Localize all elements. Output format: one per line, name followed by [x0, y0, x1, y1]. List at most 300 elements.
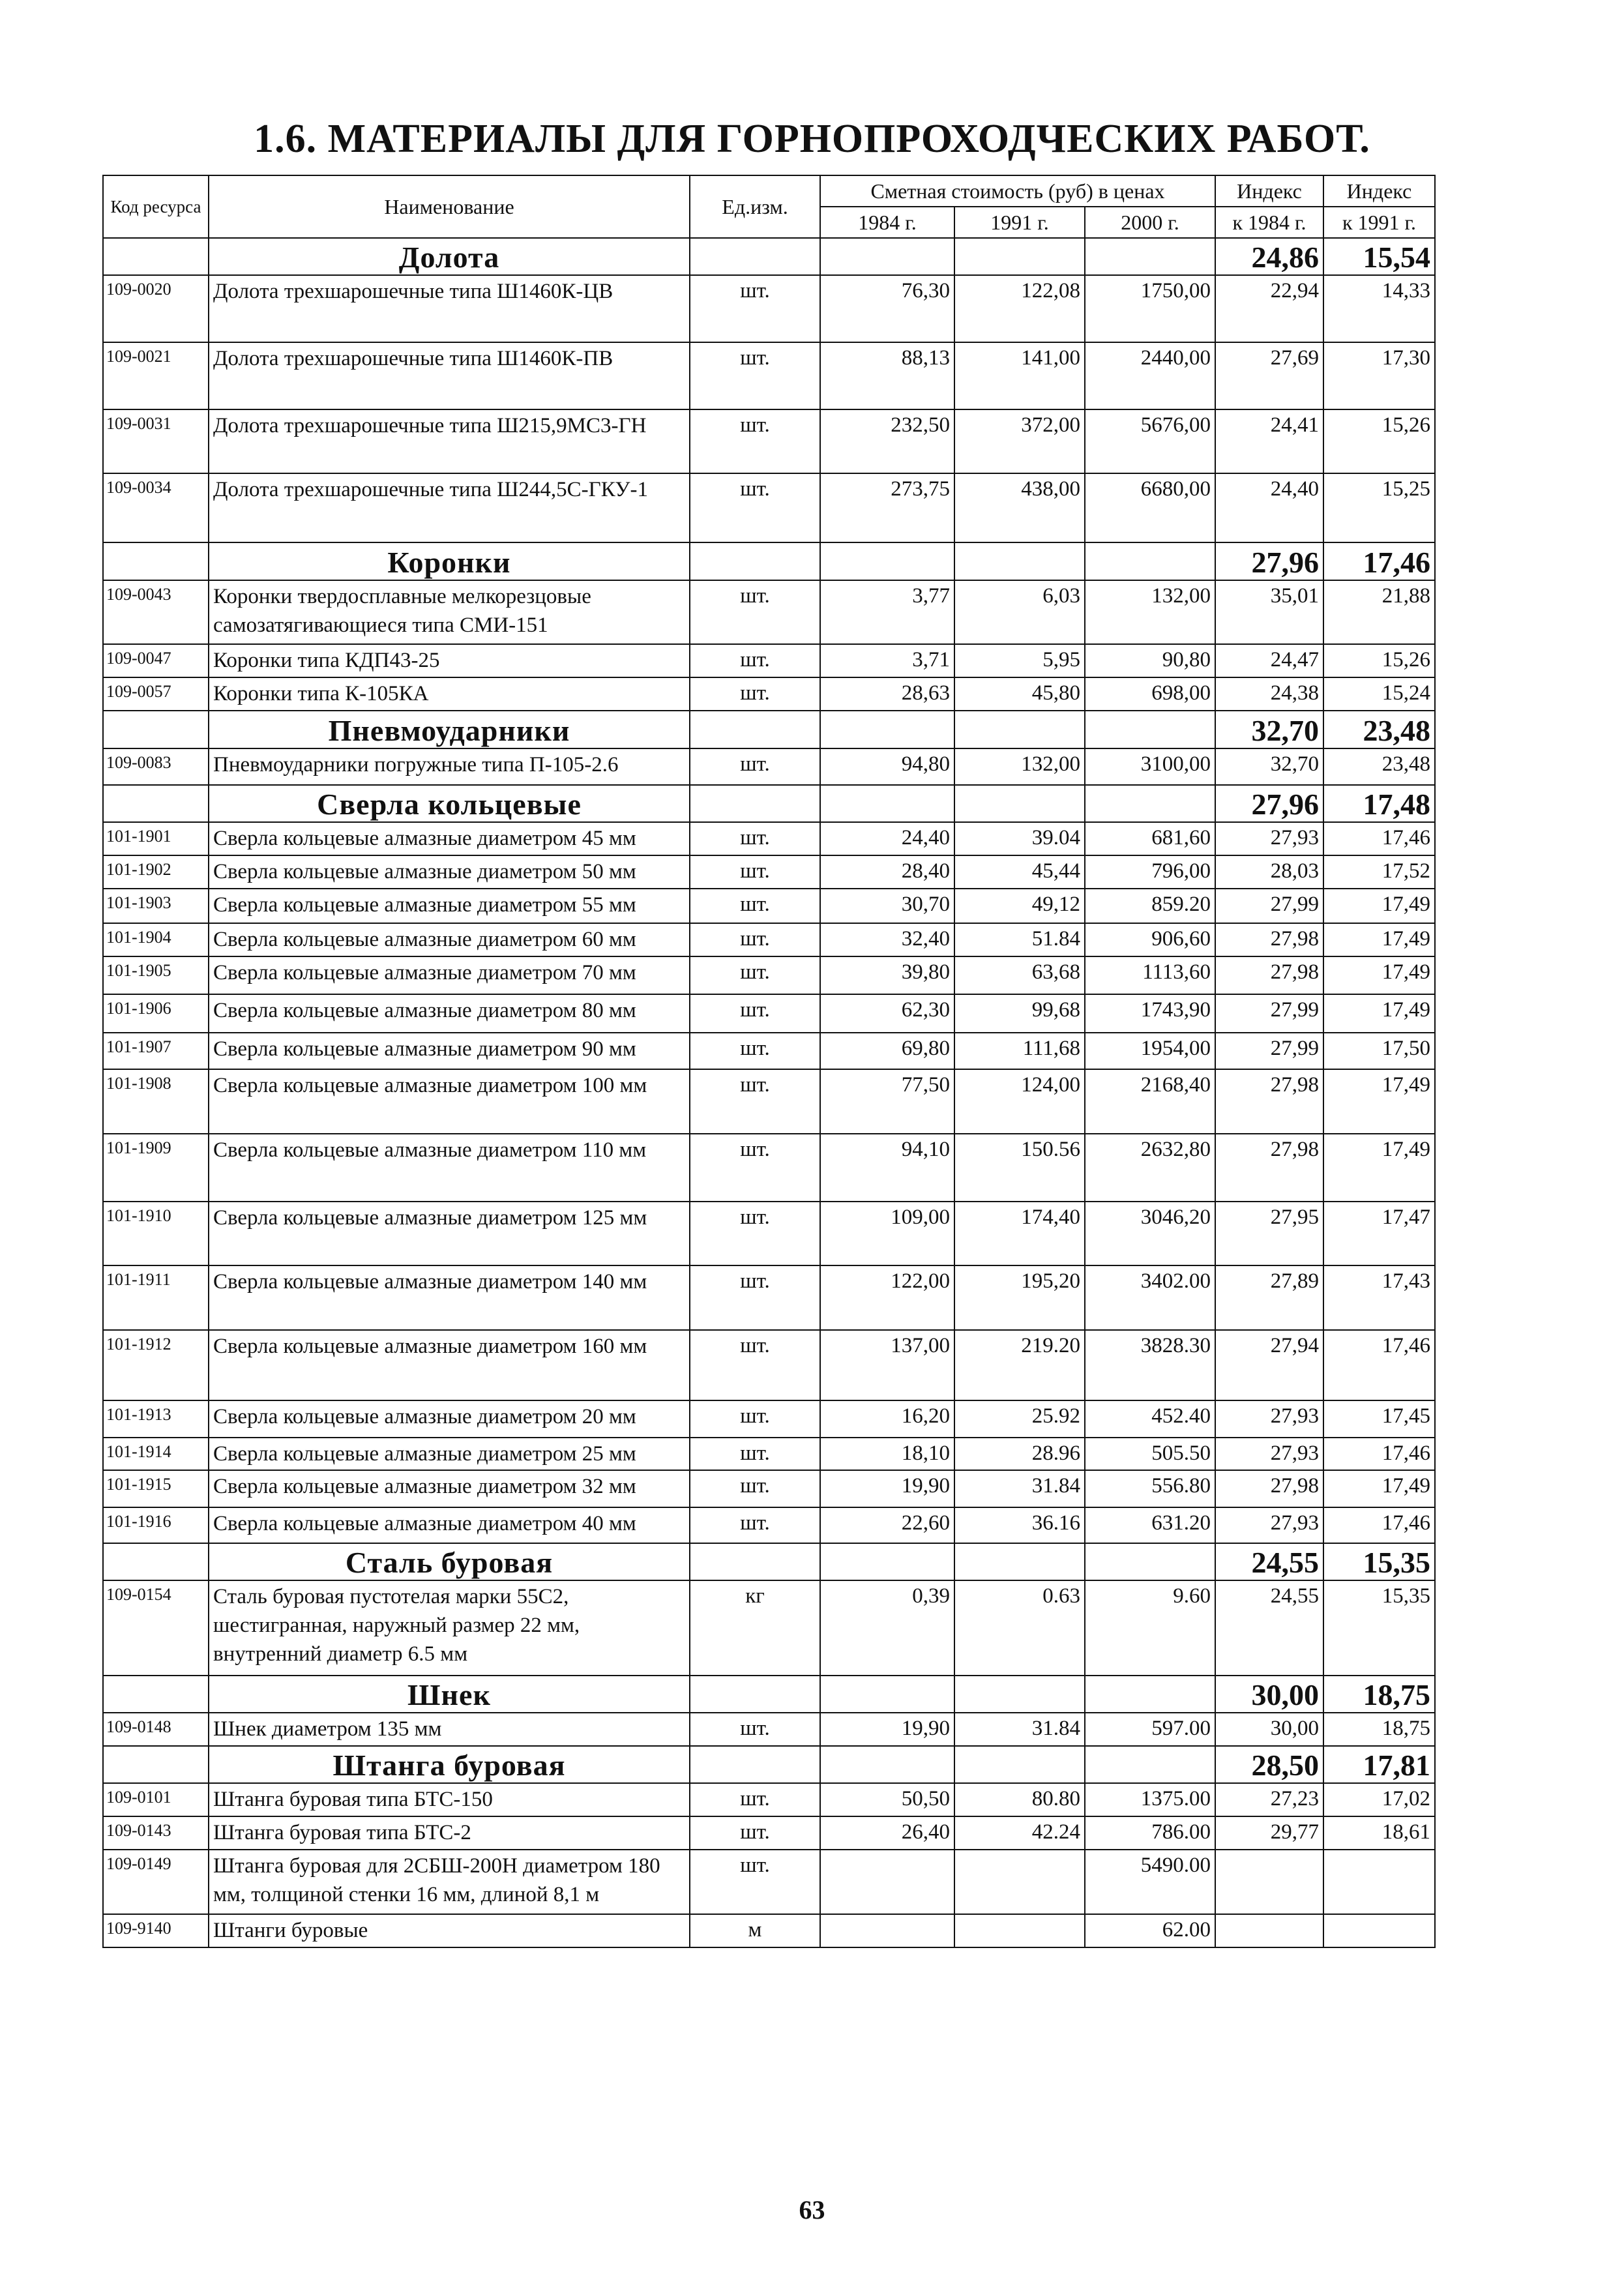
cost-1991: [954, 1914, 1085, 1947]
index-1991: 17,45: [1323, 1400, 1435, 1437]
cost-2000: 5490.00: [1085, 1850, 1215, 1914]
resource-code: 109-0047: [103, 644, 209, 677]
section-index-1984: 27,96: [1215, 542, 1323, 580]
header-year-2000: 2000 г.: [1085, 207, 1215, 238]
index-1984: 27,98: [1215, 1134, 1323, 1202]
cost-1984: 18,10: [820, 1438, 954, 1471]
section-cost-2000-cell: [1085, 1746, 1215, 1783]
section-cost-1984-cell: [820, 1676, 954, 1713]
cost-1984: 19,90: [820, 1470, 954, 1507]
resource-code: 101-1910: [103, 1202, 209, 1266]
item-unit: шт.: [690, 1202, 820, 1266]
section-cost-1991-cell: [954, 238, 1085, 275]
section-cost-1991-cell: [954, 785, 1085, 822]
cost-2000: 597.00: [1085, 1713, 1215, 1746]
section-code-cell: [103, 1746, 209, 1783]
cost-1984: 0,39: [820, 1580, 954, 1675]
cost-1984: 28,40: [820, 855, 954, 889]
index-1991: 23,48: [1323, 748, 1435, 785]
item-unit: шт.: [690, 822, 820, 855]
section-title: Штанга буровая: [209, 1746, 690, 1783]
index-1984: 30,00: [1215, 1713, 1323, 1746]
resource-code: 101-1907: [103, 1033, 209, 1069]
resource-code: 109-0083: [103, 748, 209, 785]
item-unit: шт.: [690, 1470, 820, 1507]
index-1984: 27,99: [1215, 889, 1323, 923]
section-cost-2000-cell: [1085, 1543, 1215, 1580]
index-1991: [1323, 1914, 1435, 1947]
item-name: Долота трехшарошечные типа Ш1460К-ЦВ: [209, 275, 690, 342]
index-1984: 28,03: [1215, 855, 1323, 889]
section-code-cell: [103, 542, 209, 580]
cost-1991: 132,00: [954, 748, 1085, 785]
cost-2000: 3100,00: [1085, 748, 1215, 785]
cost-2000: 452.40: [1085, 1400, 1215, 1437]
section-unit-cell: [690, 711, 820, 748]
resource-code: 101-1911: [103, 1265, 209, 1330]
index-1984: 27,93: [1215, 822, 1323, 855]
table-row: [103, 1783, 1435, 1816]
item-unit: шт.: [690, 677, 820, 711]
cost-2000: 9.60: [1085, 1580, 1215, 1675]
index-1984: 27,23: [1215, 1783, 1323, 1816]
cost-1984: 88,13: [820, 342, 954, 409]
resource-code: 109-0034: [103, 473, 209, 542]
cost-2000: 681,60: [1085, 822, 1215, 855]
cost-1991: 5,95: [954, 644, 1085, 677]
section-cost-1991-cell: [954, 542, 1085, 580]
section-unit-cell: [690, 238, 820, 275]
index-1991: 21,88: [1323, 580, 1435, 645]
index-1984: 35,01: [1215, 580, 1323, 645]
index-1984: 29,77: [1215, 1816, 1323, 1850]
cost-1984: 137,00: [820, 1330, 954, 1400]
cost-1991: 51.84: [954, 923, 1085, 956]
resource-code: 101-1913: [103, 1400, 209, 1437]
cost-2000: 3828.30: [1085, 1330, 1215, 1400]
table-row: [103, 473, 1435, 542]
cost-1991: 31.84: [954, 1713, 1085, 1746]
section-cost-1984-cell: [820, 1543, 954, 1580]
index-1991: 15,35: [1323, 1580, 1435, 1675]
index-1991: 17,49: [1323, 956, 1435, 994]
index-1991: 15,26: [1323, 644, 1435, 677]
table-row: [103, 1470, 1435, 1507]
table-row: [103, 1265, 1435, 1330]
cost-2000: 906,60: [1085, 923, 1215, 956]
cost-1991: 36.16: [954, 1507, 1085, 1543]
cost-1991: 45,80: [954, 677, 1085, 711]
table-row: [103, 1069, 1435, 1134]
index-1984: 24,41: [1215, 409, 1323, 474]
item-unit: шт.: [690, 1265, 820, 1330]
index-1984: 27,93: [1215, 1507, 1323, 1543]
resource-code: 101-1904: [103, 923, 209, 956]
cost-1984: 32,40: [820, 923, 954, 956]
index-1991: 17,46: [1323, 1507, 1435, 1543]
cost-1984: 109,00: [820, 1202, 954, 1266]
cost-2000: 132,00: [1085, 580, 1215, 645]
table-row: [103, 1438, 1435, 1471]
cost-1991: [954, 1850, 1085, 1914]
table-row: [103, 1507, 1435, 1543]
item-name: Сверла кольцевые алмазные диаметром 40 мм: [209, 1507, 690, 1543]
item-unit: м: [690, 1914, 820, 1947]
index-1991: 17,49: [1323, 1069, 1435, 1134]
section-code-cell: [103, 1543, 209, 1580]
item-unit: кг: [690, 1580, 820, 1675]
section-index-1991: 15,54: [1323, 238, 1435, 275]
table-row: [103, 889, 1435, 923]
index-1984: 27,98: [1215, 923, 1323, 956]
resource-code: 109-0031: [103, 409, 209, 474]
section-row: [103, 711, 1435, 748]
item-name: Сверла кольцевые алмазные диаметром 110 мм: [209, 1134, 690, 1202]
cost-1991: 111,68: [954, 1033, 1085, 1069]
cost-2000: 2440,00: [1085, 342, 1215, 409]
cost-1991: 124,00: [954, 1069, 1085, 1134]
cost-2000: 1743,90: [1085, 994, 1215, 1032]
cost-1991: 174,40: [954, 1202, 1085, 1266]
section-unit-cell: [690, 1676, 820, 1713]
cost-2000: 1375.00: [1085, 1783, 1215, 1816]
cost-1984: 273,75: [820, 473, 954, 542]
header-index-1984: к 1984 г.: [1215, 207, 1323, 238]
cost-1984: 24,40: [820, 822, 954, 855]
index-1991: 17,49: [1323, 889, 1435, 923]
cost-1984: 69,80: [820, 1033, 954, 1069]
section-cost-2000-cell: [1085, 542, 1215, 580]
index-1984: 27,69: [1215, 342, 1323, 409]
item-unit: шт.: [690, 1033, 820, 1069]
resource-code: 101-1901: [103, 822, 209, 855]
index-1991: 17,30: [1323, 342, 1435, 409]
index-1984: 32,70: [1215, 748, 1323, 785]
item-unit: шт.: [690, 1783, 820, 1816]
table-row: [103, 342, 1435, 409]
index-1984: 27,98: [1215, 956, 1323, 994]
cost-1991: 80.80: [954, 1783, 1085, 1816]
index-1984: 27,99: [1215, 994, 1323, 1032]
item-unit: шт.: [690, 889, 820, 923]
item-unit: шт.: [690, 855, 820, 889]
item-unit: шт.: [690, 1069, 820, 1134]
index-1984: 24,38: [1215, 677, 1323, 711]
item-name: Сверла кольцевые алмазные диаметром 125 мм: [209, 1202, 690, 1266]
resource-code: 109-0020: [103, 275, 209, 342]
item-unit: шт.: [690, 409, 820, 474]
section-title: Сверла кольцевые: [209, 785, 690, 822]
index-1991: 17,02: [1323, 1783, 1435, 1816]
table-row: [103, 580, 1435, 645]
cost-1991: 438,00: [954, 473, 1085, 542]
cost-2000: 859.20: [1085, 889, 1215, 923]
table-row: [103, 677, 1435, 711]
materials-table: [102, 175, 1436, 1948]
item-name: Шнек диаметром 135 мм: [209, 1713, 690, 1746]
index-1984: 27,94: [1215, 1330, 1323, 1400]
cost-2000: 505.50: [1085, 1438, 1215, 1471]
item-unit: шт.: [690, 644, 820, 677]
item-name: Штанги буровые: [209, 1914, 690, 1947]
resource-code: 109-0154: [103, 1580, 209, 1675]
index-1991: 17,49: [1323, 923, 1435, 956]
item-name: Сверла кольцевые алмазные диаметром 90 мм: [209, 1033, 690, 1069]
section-row: [103, 238, 1435, 275]
cost-1984: 62,30: [820, 994, 954, 1032]
cost-1984: 50,50: [820, 1783, 954, 1816]
section-unit-cell: [690, 1746, 820, 1783]
section-cost-2000-cell: [1085, 238, 1215, 275]
cost-1991: 28.96: [954, 1438, 1085, 1471]
header-row: [103, 175, 1435, 207]
section-code-cell: [103, 1676, 209, 1713]
cost-1991: 31.84: [954, 1470, 1085, 1507]
cost-2000: 3402.00: [1085, 1265, 1215, 1330]
section-cost-1991-cell: [954, 1543, 1085, 1580]
item-name: Сверла кольцевые алмазные диаметром 20 мм: [209, 1400, 690, 1437]
table-row: [103, 1202, 1435, 1266]
cost-1984: 94,80: [820, 748, 954, 785]
resource-code: 101-1914: [103, 1438, 209, 1471]
section-unit-cell: [690, 785, 820, 822]
resource-code: 101-1916: [103, 1507, 209, 1543]
cost-2000: 5676,00: [1085, 409, 1215, 474]
cost-1991: 6,03: [954, 580, 1085, 645]
section-unit-cell: [690, 542, 820, 580]
item-name: Сверла кольцевые алмазные диаметром 25 мм: [209, 1438, 690, 1471]
cost-1991: 49,12: [954, 889, 1085, 923]
table-row: [103, 1850, 1435, 1914]
item-name: Долота трехшарошечные типа Ш1460К-ПВ: [209, 342, 690, 409]
resource-code: 101-1906: [103, 994, 209, 1032]
item-name: Штанга буровая типа БТС-150: [209, 1783, 690, 1816]
cost-1991: 39.04: [954, 822, 1085, 855]
table-row: [103, 1713, 1435, 1746]
section-index-1991: 17,81: [1323, 1746, 1435, 1783]
section-index-1984: 28,50: [1215, 1746, 1323, 1783]
section-title: Коронки: [209, 542, 690, 580]
index-1991: 17,52: [1323, 855, 1435, 889]
resource-code: 101-1903: [103, 889, 209, 923]
index-1991: 17,47: [1323, 1202, 1435, 1266]
table-row: [103, 994, 1435, 1032]
cost-1984: 94,10: [820, 1134, 954, 1202]
cost-1991: 42.24: [954, 1816, 1085, 1850]
resource-code: 109-0043: [103, 580, 209, 645]
item-unit: шт.: [690, 1507, 820, 1543]
cost-2000: 1750,00: [1085, 275, 1215, 342]
index-1984: 24,47: [1215, 644, 1323, 677]
item-name: Сверла кольцевые алмазные диаметром 100 мм: [209, 1069, 690, 1134]
item-name: Сверла кольцевые алмазные диаметром 140 мм: [209, 1265, 690, 1330]
section-title: Шнек: [209, 1676, 690, 1713]
table-row: [103, 855, 1435, 889]
index-1991: 17,46: [1323, 822, 1435, 855]
item-unit: шт.: [690, 923, 820, 956]
resource-code: 109-0149: [103, 1850, 209, 1914]
item-unit: шт.: [690, 1400, 820, 1437]
cost-2000: 2632,80: [1085, 1134, 1215, 1202]
cost-1984: 3,71: [820, 644, 954, 677]
page-number: 63: [799, 2195, 825, 2224]
index-1991: 18,61: [1323, 1816, 1435, 1850]
index-1984: 27,98: [1215, 1470, 1323, 1507]
section-index-1991: 17,46: [1323, 542, 1435, 580]
item-name: Долота трехшарошечные типа Ш244,5С-ГКУ-1: [209, 473, 690, 542]
header-index-1991: к 1991 г.: [1323, 207, 1435, 238]
cost-1984: 76,30: [820, 275, 954, 342]
table-row: [103, 409, 1435, 474]
header-name: Наименование: [209, 175, 690, 238]
cost-1984: 28,63: [820, 677, 954, 711]
cost-1984: 16,20: [820, 1400, 954, 1437]
index-1991: [1323, 1850, 1435, 1914]
item-unit: шт.: [690, 342, 820, 409]
resource-code: 109-0101: [103, 1783, 209, 1816]
item-unit: шт.: [690, 1438, 820, 1471]
index-1984: 27,93: [1215, 1400, 1323, 1437]
item-unit: шт.: [690, 275, 820, 342]
section-cost-2000-cell: [1085, 1676, 1215, 1713]
item-unit: шт.: [690, 1713, 820, 1746]
cost-1984: [820, 1914, 954, 1947]
cost-2000: 1954,00: [1085, 1033, 1215, 1069]
table-row: [103, 644, 1435, 677]
index-1984: 27,93: [1215, 1438, 1323, 1471]
item-name: Коронки типа КДП43-25: [209, 644, 690, 677]
index-1991: 15,25: [1323, 473, 1435, 542]
item-unit: шт.: [690, 1816, 820, 1850]
item-name: Сверла кольцевые алмазные диаметром 80 мм: [209, 994, 690, 1032]
section-index-1984: 32,70: [1215, 711, 1323, 748]
index-1991: 17,49: [1323, 1134, 1435, 1202]
cost-1984: 3,77: [820, 580, 954, 645]
resource-code: 109-0148: [103, 1713, 209, 1746]
section-cost-1991-cell: [954, 1676, 1085, 1713]
item-name: Сверла кольцевые алмазные диаметром 32 мм: [209, 1470, 690, 1507]
resource-code: 109-9140: [103, 1914, 209, 1947]
item-name: Сверла кольцевые алмазные диаметром 60 мм: [209, 923, 690, 956]
cost-2000: 1113,60: [1085, 956, 1215, 994]
resource-code: 101-1912: [103, 1330, 209, 1400]
item-unit: шт.: [690, 473, 820, 542]
cost-2000: 631.20: [1085, 1507, 1215, 1543]
section-index-1984: 24,55: [1215, 1543, 1323, 1580]
item-name: Сверла кольцевые алмазные диаметром 70 мм: [209, 956, 690, 994]
index-1984: 27,99: [1215, 1033, 1323, 1069]
table-row: [103, 748, 1435, 785]
index-1984: [1215, 1850, 1323, 1914]
section-cost-1984-cell: [820, 542, 954, 580]
item-unit: шт.: [690, 956, 820, 994]
header-year-1984: 1984 г.: [820, 207, 954, 238]
table-row: [103, 1330, 1435, 1400]
section-row: [103, 1746, 1435, 1783]
cost-1984: 19,90: [820, 1713, 954, 1746]
resource-code: 101-1915: [103, 1470, 209, 1507]
section-index-1984: 30,00: [1215, 1676, 1323, 1713]
header-index-1984-label: Индекс: [1215, 175, 1323, 207]
cost-1991: 195,20: [954, 1265, 1085, 1330]
item-name: Сталь буровая пустотелая марки 55С2, шестигранная, наружный размер 22 мм, внутренний диаметр 6.5 мм: [209, 1580, 690, 1675]
section-index-1991: 18,75: [1323, 1676, 1435, 1713]
cost-2000: 796,00: [1085, 855, 1215, 889]
section-cost-1991-cell: [954, 711, 1085, 748]
cost-2000: 3046,20: [1085, 1202, 1215, 1266]
section-title: Долота: [209, 238, 690, 275]
resource-code: 109-0057: [103, 677, 209, 711]
cost-1984: 122,00: [820, 1265, 954, 1330]
cost-2000: 6680,00: [1085, 473, 1215, 542]
cost-1991: 0.63: [954, 1580, 1085, 1675]
index-1984: 22,94: [1215, 275, 1323, 342]
cost-1991: 372,00: [954, 409, 1085, 474]
cost-1991: 219.20: [954, 1330, 1085, 1400]
item-name: Сверла кольцевые алмазные диаметром 50 мм: [209, 855, 690, 889]
cost-1984: 232,50: [820, 409, 954, 474]
index-1984: 24,40: [1215, 473, 1323, 542]
item-unit: шт.: [690, 748, 820, 785]
cost-1984: 22,60: [820, 1507, 954, 1543]
header-index-1991-label: Индекс: [1323, 175, 1435, 207]
header-unit: Ед.изм.: [690, 175, 820, 238]
item-name: Долота трехшарошечные типа Ш215,9МС3-ГН: [209, 409, 690, 474]
section-row: [103, 542, 1435, 580]
cost-2000: 786.00: [1085, 1816, 1215, 1850]
cost-2000: 2168,40: [1085, 1069, 1215, 1134]
table-row: [103, 275, 1435, 342]
item-name: Коронки типа К-105КА: [209, 677, 690, 711]
item-name: Коронки твердосплавные мелкорезцовые самозатягивающиеся типа СМИ-151: [209, 580, 690, 645]
cost-2000: 90,80: [1085, 644, 1215, 677]
section-row: [103, 1676, 1435, 1713]
table-row: [103, 1816, 1435, 1850]
item-name: Штанга буровая для 2СБШ-200Н диаметром 180 мм, толщиной стенки 16 мм, длиной 8,1 м: [209, 1850, 690, 1914]
header-cost: Сметная стоимость (руб) в ценах: [820, 175, 1215, 207]
section-cost-1984-cell: [820, 1746, 954, 1783]
section-index-1991: 23,48: [1323, 711, 1435, 748]
index-1984: [1215, 1914, 1323, 1947]
section-cost-1984-cell: [820, 711, 954, 748]
item-unit: шт.: [690, 1330, 820, 1400]
cost-1991: 141,00: [954, 342, 1085, 409]
item-name: Штанга буровая типа БТС-2: [209, 1816, 690, 1850]
cost-1984: 39,80: [820, 956, 954, 994]
table-row: [103, 822, 1435, 855]
item-name: Сверла кольцевые алмазные диаметром 55 мм: [209, 889, 690, 923]
table-row: [103, 1400, 1435, 1437]
table-row: [103, 923, 1435, 956]
header-code: Код ресурса: [103, 175, 209, 238]
cost-1984: [820, 1850, 954, 1914]
cost-2000: 698,00: [1085, 677, 1215, 711]
item-name: Сверла кольцевые алмазные диаметром 160 мм: [209, 1330, 690, 1400]
index-1991: 17,46: [1323, 1330, 1435, 1400]
cost-1991: 122,08: [954, 275, 1085, 342]
item-name: Пневмоударники погружные типа П-105-2.6: [209, 748, 690, 785]
item-unit: шт.: [690, 1850, 820, 1914]
index-1984: 24,55: [1215, 1580, 1323, 1675]
cost-2000: 62.00: [1085, 1914, 1215, 1947]
section-code-cell: [103, 711, 209, 748]
index-1991: 17,50: [1323, 1033, 1435, 1069]
resource-code: 109-0021: [103, 342, 209, 409]
section-index-1984: 27,96: [1215, 785, 1323, 822]
item-unit: шт.: [690, 1134, 820, 1202]
header-year-1991: 1991 г.: [954, 207, 1085, 238]
index-1991: 14,33: [1323, 275, 1435, 342]
